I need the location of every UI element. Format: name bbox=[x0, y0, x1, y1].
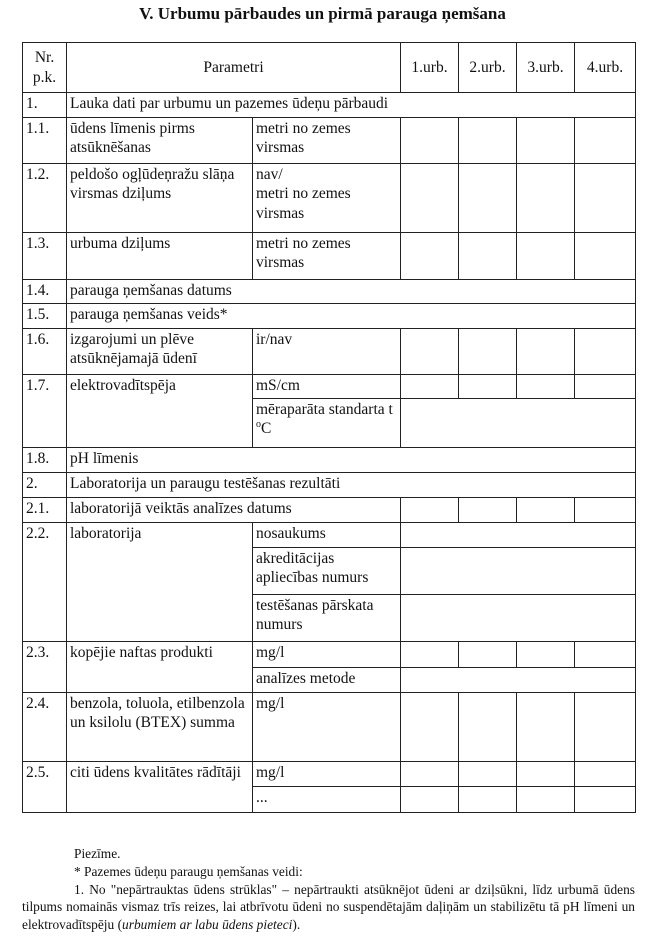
table-row bbox=[23, 473, 636, 498]
row-unit: nav/ metri no zemes virsmas bbox=[253, 164, 401, 233]
cell-urb-2[interactable] bbox=[459, 375, 517, 399]
cell-urb-4[interactable] bbox=[575, 693, 636, 762]
row-param: laboratorija bbox=[67, 523, 253, 642]
cell-urb-1[interactable] bbox=[401, 642, 459, 668]
table-row bbox=[23, 164, 636, 233]
row-nr: 2.1. bbox=[23, 498, 67, 523]
row-unit: mg/l bbox=[253, 693, 401, 762]
cell-urb-2[interactable] bbox=[459, 787, 517, 813]
row-nr: 2.3. bbox=[23, 642, 67, 693]
cell-merged[interactable] bbox=[401, 548, 636, 595]
cell-merged[interactable] bbox=[401, 399, 636, 448]
cell-merged[interactable] bbox=[401, 595, 636, 642]
header-urb-2: 2.urb. bbox=[459, 43, 517, 93]
row-nr: 1.3. bbox=[23, 233, 67, 280]
cell-urb-2[interactable] bbox=[459, 498, 517, 523]
header-urb-1: 1.urb. bbox=[401, 43, 459, 93]
cell-urb-1[interactable] bbox=[401, 375, 459, 399]
cell-urb-2[interactable] bbox=[459, 642, 517, 668]
cell-urb-1[interactable] bbox=[401, 164, 459, 233]
cell-urb-3[interactable] bbox=[517, 329, 575, 375]
row-unit: mg/l bbox=[253, 762, 401, 787]
table-row bbox=[23, 448, 636, 473]
row-unit: mg/l bbox=[253, 642, 401, 668]
row-nr: 1.2. bbox=[23, 164, 67, 233]
cell-urb-1[interactable] bbox=[401, 787, 459, 813]
cell-urb-4[interactable] bbox=[575, 329, 636, 375]
table-row bbox=[23, 693, 636, 762]
notes-line: * Pazemes ūdeņu paraugu ņemšanas veidi: bbox=[74, 863, 303, 879]
cell-urb-4[interactable] bbox=[575, 642, 636, 668]
row-param: kopējie naftas produkti bbox=[67, 642, 253, 693]
cell-urb-1[interactable] bbox=[401, 498, 459, 523]
row-param: izgarojumi un plēve atsūknējamajā ūdenī bbox=[67, 329, 253, 375]
row-nr: 1. bbox=[23, 93, 67, 118]
section-heading: Laboratorija un paraugu testēšanas rezultāti bbox=[67, 473, 636, 498]
row-unit: analīzes metode bbox=[253, 668, 401, 693]
table-row bbox=[23, 329, 636, 375]
table-row bbox=[23, 93, 636, 118]
table-row bbox=[23, 498, 636, 523]
cell-urb-4[interactable] bbox=[575, 164, 636, 233]
row-nr: 1.5. bbox=[23, 304, 67, 329]
row-param: citi ūdens kvalitātes rādītāji bbox=[67, 762, 253, 813]
cell-merged[interactable] bbox=[401, 523, 636, 548]
table-row bbox=[23, 375, 636, 399]
cell-urb-3[interactable] bbox=[517, 642, 575, 668]
cell-urb-3[interactable] bbox=[517, 787, 575, 813]
cell-urb-2[interactable] bbox=[459, 118, 517, 164]
notes bbox=[22, 845, 635, 934]
cell-urb-2[interactable] bbox=[459, 329, 517, 375]
row-param: elektrovadītspēja bbox=[67, 375, 253, 448]
section-heading: Lauka dati par urbumu un pazemes ūdeņu pārbaudi bbox=[67, 93, 636, 118]
row-nr: 2.2. bbox=[23, 523, 67, 642]
row-unit: akreditācijas apliecības numurs bbox=[253, 548, 401, 595]
table-row bbox=[23, 642, 636, 668]
row-param: ūdens līmenis pirms atsūknēšanas bbox=[67, 118, 253, 164]
table-header-row bbox=[23, 43, 636, 93]
row-unit: ir/nav bbox=[253, 329, 401, 375]
cell-urb-2[interactable] bbox=[459, 762, 517, 787]
parameters-table bbox=[22, 42, 636, 813]
header-nr: Nr. p.k. bbox=[23, 43, 67, 93]
cell-urb-1[interactable] bbox=[401, 118, 459, 164]
cell-urb-4[interactable] bbox=[575, 118, 636, 164]
cell-urb-3[interactable] bbox=[517, 164, 575, 233]
cell-urb-4[interactable] bbox=[575, 375, 636, 399]
header-urb-3: 3.urb. bbox=[517, 43, 575, 93]
cell-urb-4[interactable] bbox=[575, 233, 636, 280]
row-unit: ... bbox=[253, 787, 401, 813]
row-param: peldošo ogļūdeņražu slāņa virsmas dziļums bbox=[67, 164, 253, 233]
table-row bbox=[23, 304, 636, 329]
cell-urb-2[interactable] bbox=[459, 233, 517, 280]
notes-label: Piezīme. bbox=[74, 846, 121, 861]
header-parametri: Parametri bbox=[67, 43, 401, 93]
row-nr: 2.5. bbox=[23, 762, 67, 813]
row-unit: nosaukums bbox=[253, 523, 401, 548]
table-row bbox=[23, 523, 636, 548]
cell-urb-3[interactable] bbox=[517, 693, 575, 762]
cell-urb-3[interactable] bbox=[517, 762, 575, 787]
cell-urb-1[interactable] bbox=[401, 693, 459, 762]
table-row bbox=[23, 118, 636, 164]
cell-urb-4[interactable] bbox=[575, 498, 636, 523]
row-nr: 1.1. bbox=[23, 118, 67, 164]
cell-urb-2[interactable] bbox=[459, 164, 517, 233]
cell-urb-3[interactable] bbox=[517, 375, 575, 399]
cell-urb-2[interactable] bbox=[459, 693, 517, 762]
row-nr: 1.7. bbox=[23, 375, 67, 448]
row-nr: 1.8. bbox=[23, 448, 67, 473]
row-unit: testēšanas pārskata numurs bbox=[253, 595, 401, 642]
cell-urb-4[interactable] bbox=[575, 787, 636, 813]
row-param: urbuma dziļums bbox=[67, 233, 253, 280]
row-param: laboratorijā veiktās analīzes datums bbox=[67, 498, 401, 523]
row-nr: 1.4. bbox=[23, 280, 67, 304]
cell-urb-4[interactable] bbox=[575, 762, 636, 787]
cell-urb-1[interactable] bbox=[401, 233, 459, 280]
row-param: pH līmenis bbox=[67, 448, 636, 473]
table-row bbox=[23, 280, 636, 304]
row-unit: metri no zemes virsmas bbox=[253, 233, 401, 280]
cell-urb-3[interactable] bbox=[517, 233, 575, 280]
cell-urb-1[interactable] bbox=[401, 762, 459, 787]
table-row bbox=[23, 762, 636, 787]
row-nr: 2. bbox=[23, 473, 67, 498]
row-unit: mēraparāta standarta t $^o$C bbox=[253, 399, 401, 448]
cell-urb-1[interactable] bbox=[401, 329, 459, 375]
row-nr: 2.4. bbox=[23, 693, 67, 762]
cell-urb-3[interactable] bbox=[517, 118, 575, 164]
row-unit: metri no zemes virsmas bbox=[253, 118, 401, 164]
row-param: benzola, toluola, etilbenzola un ksilolu (BTEX) summa bbox=[67, 693, 253, 762]
table-row bbox=[23, 233, 636, 280]
page-title: V. Urbumu pārbaudes un pirmā parauga ņemšana bbox=[139, 4, 506, 23]
cell-urb-3[interactable] bbox=[517, 498, 575, 523]
row-nr: 1.6. bbox=[23, 329, 67, 375]
notes-paragraph: 1. No "nepārtrauktas ūdens strūklas" – nepārtraukti atsūknējot ūdeni ar dziļsūkni, līdz urbumā ūdens tilpums nomainās vismaz trīs reizes, lai atbrīvotu ūdeni no suspendētajām daļiņām un stabilizētu tā pH līmeni un elektrovadītspēju (urbumiem ar labu ūdens pieteci). bbox=[22, 881, 635, 933]
header-urb-4: 4.urb. bbox=[575, 43, 636, 93]
row-unit: mS/cm bbox=[253, 375, 401, 399]
row-param: parauga ņemšanas veids* bbox=[67, 304, 636, 329]
cell-merged[interactable] bbox=[401, 668, 636, 693]
row-param: parauga ņemšanas datums bbox=[67, 280, 636, 304]
